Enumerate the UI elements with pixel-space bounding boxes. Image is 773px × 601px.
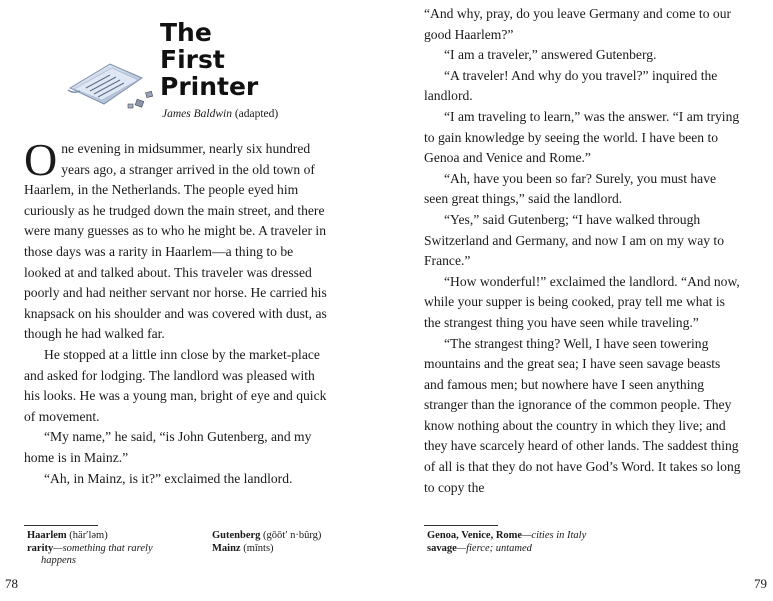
body-text-column: [424, 4, 742, 498]
adapted-note: (adapted): [231, 108, 279, 120]
story-title-line: First: [160, 45, 225, 74]
footnotes-column: [427, 530, 727, 555]
body-text-column: [24, 134, 330, 489]
paragraph: He stopped at a little inn close by the market-place and asked for lodging. The landlord was pleased with his looks. He was a young man, bright of eye and quick of movement.: [24, 346, 327, 424]
page-number: 78: [5, 576, 18, 591]
footnote-haarlem: [27, 530, 202, 543]
footnote-term: Mainz: [212, 542, 241, 554]
story-title-line: Printer: [160, 72, 259, 101]
footnote-definition-cont: happens: [41, 555, 76, 567]
footnote-gutenberg: [212, 530, 362, 543]
author-name: James Baldwin: [162, 108, 232, 120]
footnote-term: Genoa, Venice, Rome: [427, 530, 523, 541]
story-title: [160, 19, 258, 100]
paragraph: [24, 134, 330, 345]
footnote-savage: [427, 543, 727, 556]
paragraph: “The strangest thing? Well, I have seen towering mountains and the great sea; I have seen savage beasts and famous men; but nowhere have I seen anything stranger than the ignorance of the common people. They know nothing about the country in which they live; and they have scarcely heard of other lands. The saddest thing of all is that they do not have God’s Word. It takes so long to copy the: [424, 335, 741, 495]
paragraph: “How wonderful!” exclaimed the landlord. “And now, while your supper is being cooked, pray tell me what is the strangest thing you have seen while traveling.”: [424, 273, 740, 330]
footnote-mainz: [212, 543, 362, 556]
footnotes-right-column: [212, 530, 362, 555]
paragraph: “Ah, have you been so far? Surely, you must have seen great things,” said the landlord.: [424, 170, 717, 207]
footnote-term: Gutenberg: [212, 530, 261, 541]
footnote-definition: —cities in Italy: [522, 530, 587, 541]
paragraph: “And why, pray, do you leave Germany and come to our good Haarlem?”: [424, 6, 732, 42]
paragraph: “A traveler! And why do you travel?” inquired the landlord.: [424, 67, 718, 104]
footnote-rule: [424, 525, 498, 526]
paragraph: “Ah, in Mainz, is it?” exclaimed the landlord.: [44, 470, 293, 486]
paragraph: “Yes,” said Gutenberg; “I have walked through Switzerland and Germany, and now I am on my way to France.”: [424, 211, 724, 269]
left-page: [0, 0, 386, 601]
footnote-pronunciation: (mīnts): [240, 542, 274, 554]
drop-cap: O: [24, 134, 58, 185]
footnote-term: rarity: [27, 542, 54, 554]
footnote-term: savage: [427, 542, 457, 554]
footnote-term: Haarlem: [27, 530, 67, 541]
footnote-definition: something that rarely: [62, 542, 153, 554]
footnote-pronunciation: (gōōt′ n·bûrg): [260, 530, 322, 541]
footnote-pronunciation: (här′ləm): [66, 530, 108, 541]
paragraph: “I am traveling to learn,” was the answer. “I am trying to gain knowledge by seeing the world. I have been to Genoa and Venice and Rome.”: [424, 108, 740, 166]
paragraph: “My name,” he said, “is John Gutenberg, and my home is in Mainz.”: [24, 429, 312, 465]
footnote-genoa: [427, 530, 727, 543]
footnotes-left-column: [27, 530, 202, 568]
footnote-definition: —fierce; untamed: [456, 542, 532, 554]
right-page: [387, 0, 773, 601]
paragraph-text: ne evening in midsummer, nearly six hundred years ago, a stranger arrived in the old town of Haarlem, in the Netherlands. The people eyed him curiously as he trudged down the main street, and there were many guesses as to who he might be. A traveler in those days was a rarity in Haarlem—a thing to be looked at and talked about. This traveler was dressed poorly and had neither servant nor horse. He carried his knapsack on his shoulder and was covered with dust, as though he had walked far.: [24, 141, 327, 342]
byline: [162, 108, 278, 120]
paragraph: “I am a traveler,” answered Gutenberg.: [444, 47, 657, 63]
story-title-line: The: [160, 18, 212, 47]
page-number: 79: [754, 576, 767, 591]
scroll-papers-icon: [66, 58, 164, 110]
footnote-rarity: rarity—something that rarely happens: [27, 543, 202, 568]
footnote-rule: [24, 525, 98, 526]
